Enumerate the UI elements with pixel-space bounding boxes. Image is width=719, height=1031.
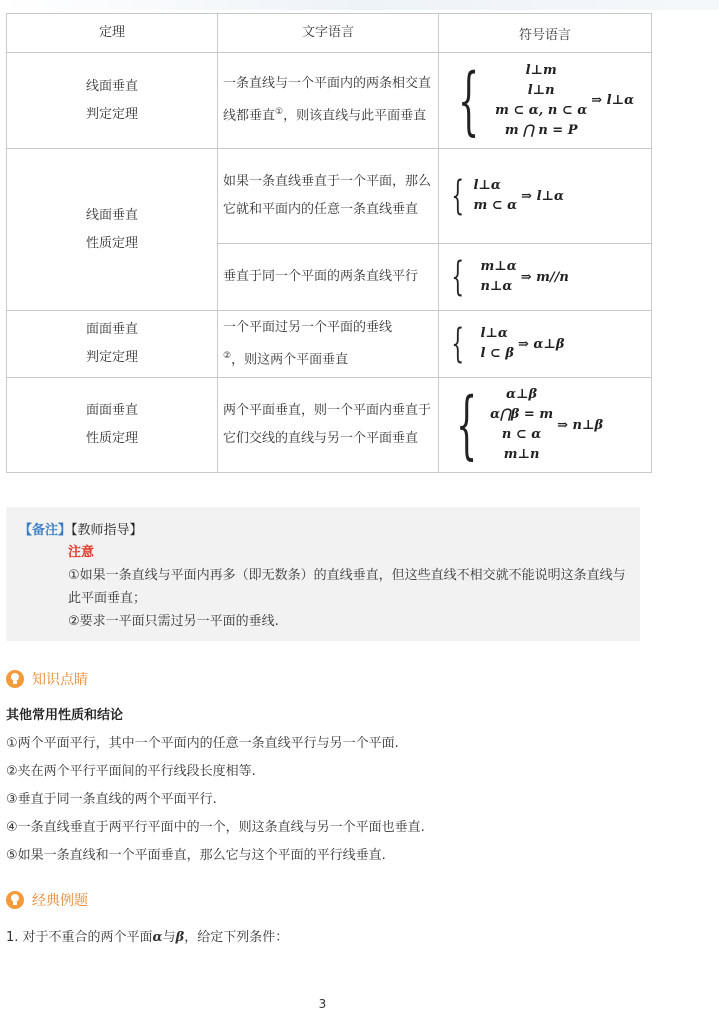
left-brace: { <box>451 254 465 300</box>
note-label: 【备注】 <box>19 523 72 538</box>
left-brace: { <box>455 382 478 468</box>
page-number: 3 <box>318 997 327 1011</box>
symbol-line: l⊥α <box>480 326 508 341</box>
section-title: 知识点睛 <box>32 672 88 688</box>
section-examples-heading <box>6 890 88 910</box>
symbol-result: ⇒ l⊥α <box>591 93 635 108</box>
theorem-name-line: 面面垂直 <box>85 322 138 337</box>
header-theorem: 定理 <box>7 14 218 53</box>
header-text-language: 文字语言 <box>218 14 439 53</box>
text-language-cell <box>218 53 439 149</box>
list-item: ②夹在两个平行平面间的平行线段长度相等. <box>6 764 256 779</box>
symbol-result: ⇒ α⊥β <box>517 336 565 352</box>
theorem-name-cell <box>7 149 218 311</box>
theorem-name-line: 线面垂直 <box>85 78 138 94</box>
math-symbol: α <box>152 930 163 945</box>
lightbulb-icon <box>6 670 24 688</box>
text-part: ，则该直线与此平面垂直 <box>283 108 427 124</box>
symbol-line: n ⊂ α <box>501 427 542 442</box>
symbol-line: m⊥n <box>503 447 540 462</box>
theorem-name-line: 判定定理 <box>85 106 138 122</box>
example-question-1 <box>6 926 288 945</box>
table-row <box>7 149 652 244</box>
list-item: ③垂直于同一条直线的两个平面平行. <box>6 792 217 807</box>
theorem-name-cell <box>7 378 218 473</box>
table-row <box>7 53 652 149</box>
table-header-row <box>7 14 652 53</box>
theorem-name-cell <box>7 311 218 378</box>
symbol-result: ⇒ n⊥β <box>557 417 604 433</box>
text-language-cell: 如果一条直线垂直于一个平面，那么它就和平面内的任意一条直线垂直 <box>218 149 439 244</box>
theorem-table <box>6 13 652 473</box>
symbol-language-cell <box>439 244 652 311</box>
list-item: ④一条直线垂直于两平行平面中的一个，则这条直线与另一个平面也垂直. <box>6 820 425 835</box>
symbol-language-cell <box>439 53 652 149</box>
question-text: 1. 对于不重合的两个平面 <box>6 930 153 945</box>
theorem-name-line: 判定定理 <box>85 350 138 365</box>
text-language-cell: 垂直于同一个平面的两条直线平行 <box>218 244 439 311</box>
symbol-line: m ⋂ n = P <box>504 122 578 138</box>
section-title: 经典例题 <box>32 893 88 909</box>
symbol-line: α⋂β = m <box>490 407 554 422</box>
footnote-mark: ① <box>275 107 284 118</box>
text-language-cell: 两个平面垂直，则一个平面内垂直于它们交线的直线与另一个平面垂直 <box>218 378 439 473</box>
left-brace: { <box>457 57 480 144</box>
knowledge-title: 其他常用性质和结论 <box>6 708 124 723</box>
note-item: ①如果一条直线与平面内再多（即无数条）的直线垂直，但这些直线不相交就不能说明这条直线与此平面垂直； <box>68 568 626 606</box>
symbol-language-cell <box>439 378 652 473</box>
symbol-line: l ⊂ β <box>480 346 514 361</box>
symbol-line: n⊥α <box>480 279 513 294</box>
text-part: 一条直线与一个平面内的两条相交直线都垂直 <box>223 76 432 124</box>
knowledge-list <box>6 704 706 870</box>
section-knowledge-heading <box>6 669 88 689</box>
symbol-line: m ⊂ α <box>473 198 518 213</box>
symbol-line: l⊥α <box>473 178 501 193</box>
theorem-name-line: 性质定理 <box>85 235 138 251</box>
top-decor-band <box>0 0 719 10</box>
list-item: ⑤如果一条直线和一个平面垂直，那么它与这个平面的平行线垂直. <box>6 848 386 863</box>
lightbulb-icon <box>6 891 24 909</box>
table-row <box>7 378 652 473</box>
symbol-line: m⊥α <box>480 259 517 274</box>
symbol-language-cell <box>439 149 652 244</box>
symbol-line: α⊥β <box>506 387 538 402</box>
note-warning-title: 注意 <box>68 545 95 560</box>
theorem-name-cell <box>7 53 218 149</box>
teacher-note-box <box>6 507 640 641</box>
theorem-name-line: 性质定理 <box>85 431 138 446</box>
footnote-mark: ② <box>223 350 232 361</box>
symbol-result: ⇒ m//n <box>520 269 569 285</box>
symbol-language-cell <box>439 311 652 378</box>
symbol-result: ⇒ l⊥α <box>521 188 565 204</box>
question-text: ，给定下列条件： <box>184 930 289 945</box>
note-item: ②要求一平面只需过另一平面的垂线. <box>68 614 279 629</box>
symbol-line: m ⊂ α, n ⊂ α <box>495 102 588 118</box>
text-language-cell <box>218 311 439 378</box>
theorem-name-line: 线面垂直 <box>85 207 138 223</box>
math-symbol: β <box>175 930 185 945</box>
text-part: 一个平面过另一个平面的垂线 <box>223 319 393 335</box>
note-header <box>19 519 143 538</box>
left-brace: { <box>451 173 465 219</box>
table-row <box>7 311 652 378</box>
left-brace: { <box>451 321 465 367</box>
text-part: ，则这两个平面垂直 <box>231 352 349 368</box>
note-guide-label: 【教师指导】 <box>71 523 143 538</box>
theorem-name-line: 面面垂直 <box>85 403 138 418</box>
note-body <box>68 541 628 633</box>
symbol-line: l⊥n <box>527 82 555 98</box>
list-item: ①两个平面平行，其中一个平面内的任意一条直线平行与另一个平面. <box>6 736 399 751</box>
symbol-line: l⊥m <box>525 62 557 78</box>
question-text: 与 <box>162 930 176 945</box>
header-symbol-language: 符号语言 <box>439 14 652 53</box>
